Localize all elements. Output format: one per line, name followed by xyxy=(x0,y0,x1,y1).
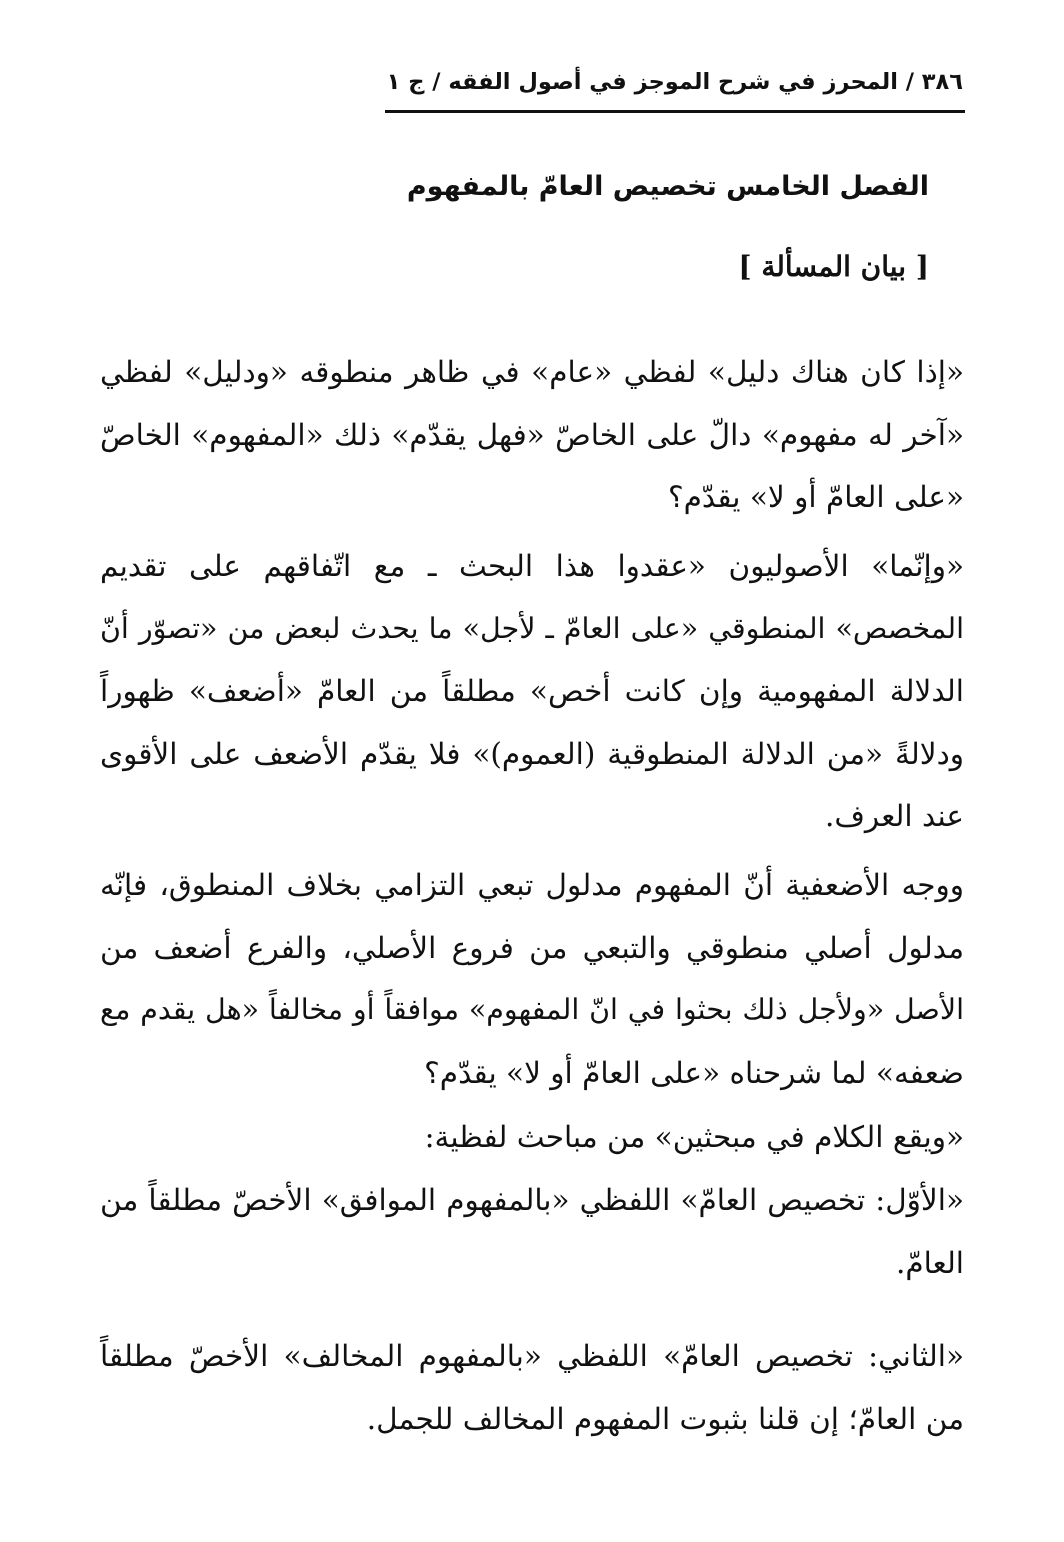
chapter-title: الفصل الخامس تخصيص العامّ بالمفهوم xyxy=(406,171,929,202)
paragraph-2 xyxy=(100,535,964,848)
paragraph-line: المخصص» المنطوقي «على العامّ ـ لأجل» ما يحدث لبعض من «تصوّر أنّ xyxy=(100,611,964,645)
paragraph-line: عند العرف. xyxy=(824,799,964,833)
paragraph-line: «على العامّ أو لا» يقدّم؟ xyxy=(667,480,964,514)
paragraph-line: الدلالة المفهومية وإن كانت أخص» مطلقاً من العامّ «أضعف» ظهوراً xyxy=(100,674,964,708)
paragraph-line: ضعفه» لما شرحناه «على العامّ أو لا» يقدّم؟ xyxy=(424,1055,964,1090)
paragraph-line: مدلول أصلي منطوقي والتبعي من فروع الأصلي، والفرع أضعف من xyxy=(100,930,964,965)
paragraph-line: ووجه الأضعفية أنّ المفهوم مدلول تبعي التزامي بخلاف المنطوق، فإنّه xyxy=(100,868,964,902)
section-label: [ بيان المسألة ] xyxy=(738,250,929,283)
paragraph-line: العامّ. xyxy=(895,1245,964,1280)
header-rule xyxy=(385,110,965,113)
paragraph-line: «وإنّما» الأصوليون «عقدوا هذا البحث ـ مع اتّفاقهم على تقديم xyxy=(100,549,964,583)
running-header: ٣٨٦ / المحرز في شرح الموجز في أصول الفقه / ج ١ xyxy=(386,69,963,95)
paragraph-line: من العامّ؛ إن قلنا بثبوت المفهوم المخالف للجمل. xyxy=(366,1401,964,1436)
paragraph-line: «الأوّل: تخصيص العامّ» اللفظي «بالمفهوم الموافق» الأخصّ مطلقاً من xyxy=(100,1183,964,1217)
paragraph-line: «ويقع الكلام في مبحثين» من مباحث لفظية: xyxy=(424,1120,964,1154)
paragraph-6 xyxy=(100,1325,964,1450)
paragraph-line: ودلالةً «من الدلالة المنطوقية (العموم)» فلا يقدّم الأضعف على الأقوى xyxy=(100,736,964,771)
paragraph-line: «الثاني: تخصيص العامّ» اللفظي «بالمفهوم المخالف» الأخصّ مطلقاً xyxy=(100,1339,964,1373)
paragraph-line: «آخر له مفهوم» دالّ على الخاصّ «فهل يقدّم» ذلك «المفهوم» الخاصّ xyxy=(100,417,964,452)
paragraph-line: الأصل «ولأجل ذلك بحثوا في انّ المفهوم» موافقاً أو مخالفاً «هل يقدم مع xyxy=(100,993,964,1026)
paragraph-4 xyxy=(100,1106,964,1169)
paragraph-1 xyxy=(100,341,964,529)
paragraph-line: «إذا كان هناك دليل» لفظي «عام» في ظاهر منطوقه «ودليل» لفظي xyxy=(100,355,964,389)
paragraph-3 xyxy=(100,854,964,1104)
paragraph-5 xyxy=(100,1169,964,1294)
